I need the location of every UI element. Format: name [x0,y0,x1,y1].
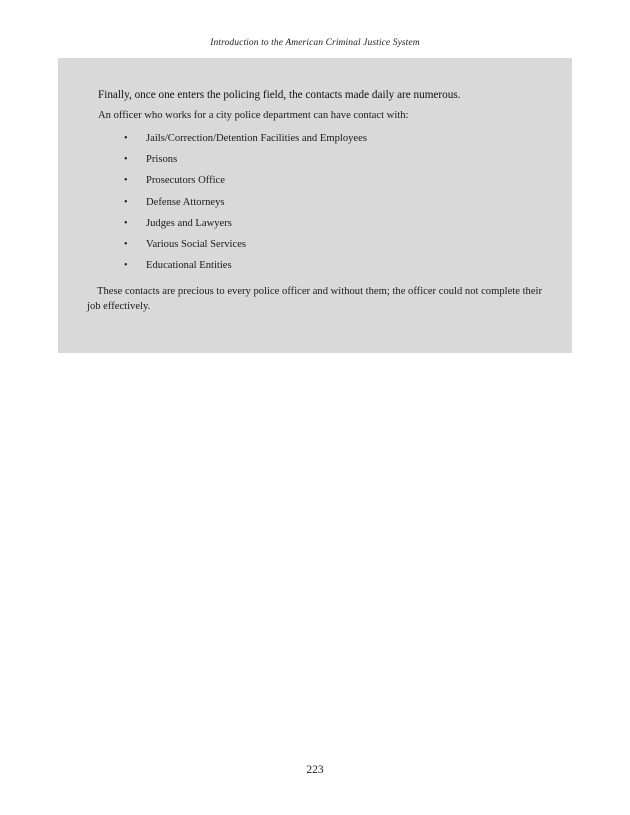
callout-box [58,58,572,353]
list-item-label: Educational Entities [146,260,232,272]
list-item-label: Prosecutors Office [146,175,225,187]
list-item [88,153,542,174]
bullet-icon: • [124,217,128,229]
list-item-label: Jails/Correction/Detention Facilities and Employees [146,133,367,144]
list-item [88,238,542,259]
bullet-icon: • [124,133,128,144]
bullet-icon: • [124,260,128,272]
bullet-icon: • [124,154,128,166]
bullet-icon: • [124,238,128,250]
list-item [88,217,542,238]
list-item [88,196,542,217]
bullet-icon: • [124,196,128,208]
bullet-icon: • [124,175,128,187]
lead-sentence: Finally, once one enters the policing field, the contacts made daily are numerous. [98,89,461,101]
list-item [88,174,542,195]
running-header: Introduction to the American Criminal Justice System [210,38,420,48]
list-item [88,259,542,280]
list-item-label: Prisons [146,154,178,166]
closing-paragraph: These contacts are precious to every police officer and without them; the officer could not complete their job effectively. [87,286,542,313]
list-item-label: Various Social Services [146,238,247,250]
list-item-label: Defense Attorneys [146,196,225,208]
list-item [88,132,542,153]
intro-sentence: An officer who works for a city police department can have contact with: [98,110,409,121]
contacts-list [88,132,542,280]
page-number: 223 [306,764,324,776]
list-item-label: Judges and Lawyers [146,217,232,229]
